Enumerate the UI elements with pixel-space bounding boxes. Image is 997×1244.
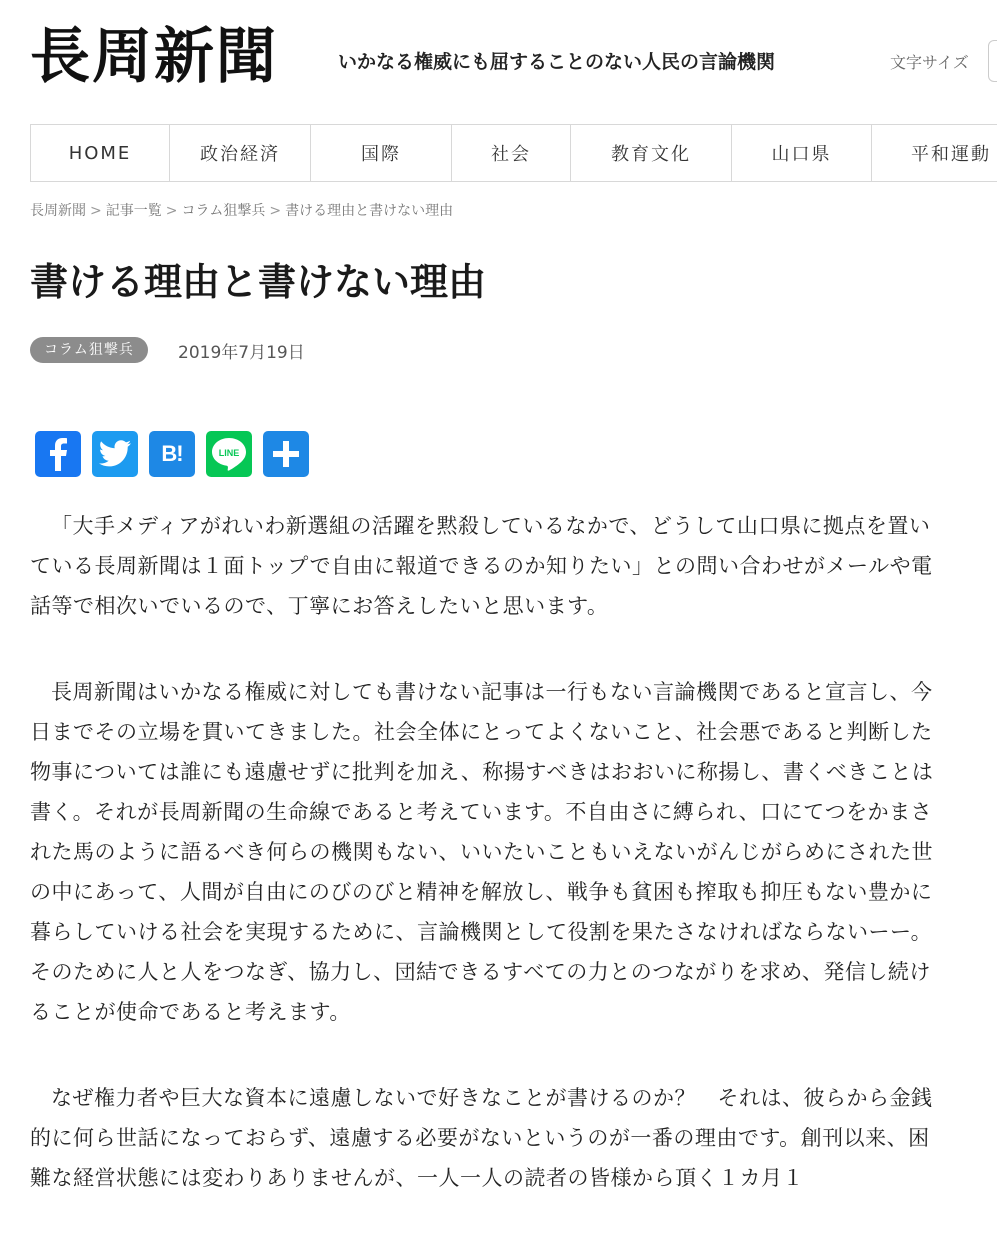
breadcrumb-separator: >: [269, 203, 282, 219]
article-paragraph: 「大手メディアがれいわ新選組の活躍を黙殺しているなかで、どうして山口県に拠点を置いている長周新聞は１面トップで自由に報道できるのか知りたい」との問い合わせがメールや電話等で相次いでいるので、丁寧にお答えしたいと思います。: [30, 514, 933, 618]
site-tagline: いかなる権威にも屈することのない人民の言論機関: [338, 51, 776, 73]
breadcrumb-separator: >: [90, 203, 102, 219]
plus-icon: [272, 440, 300, 468]
article-paragraph: 長周新聞はいかなる権威に対しても書けない記事は一行もない言論機関であると宣言し、今日までその立場を貫いてきました。社会全体にとってよくないこと、社会悪であると判断した物事については誰にも遠慮せずに批判を加え、称揚すべきはおおいに称揚し、書くべきことは書く。それが長周新聞の生命線であると考えています。不自由さに縛られ、口にてつをかまされた馬のように語るべき何らの機関もない、いいたいこともいえないがんじがらめにされた世の中にあって、人間が自由にのびのびと精神を解放し、戦争も貧困も搾取も抑圧もない豊かに暮らしていける社会を実現するために、言論機関として役割を果たさなければならないーー。そのために人と人をつなぎ、協力し、団結できるすべての力とのつながりを求め、発信し続けることが使命であると考えます。: [30, 680, 934, 1024]
nav-item-politics-economy[interactable]: 政治経済: [170, 125, 311, 181]
article-date: 2019年7月19日: [178, 343, 305, 363]
font-size-label: 文字サイズ: [890, 53, 969, 72]
nav-item-society[interactable]: 社会: [452, 125, 571, 181]
breadcrumb-article-list[interactable]: 記事一覧: [105, 203, 162, 219]
twitter-icon: [98, 440, 132, 468]
nav-item-education-culture[interactable]: 教育文化: [571, 125, 732, 181]
font-size-button[interactable]: [988, 40, 997, 82]
facebook-icon: [47, 437, 69, 471]
share-line-button[interactable]: [206, 431, 252, 477]
nav-item-yamaguchi[interactable]: 山口県: [732, 125, 872, 181]
share-bar: [35, 431, 309, 477]
line-icon-text: LINE: [218, 448, 240, 458]
nav-item-international[interactable]: 国際: [311, 125, 452, 181]
category-badge[interactable]: コラム狙撃兵: [30, 337, 148, 363]
breadcrumb-category[interactable]: コラム狙撃兵: [181, 203, 266, 219]
site-logo[interactable]: 長周新聞: [30, 22, 278, 92]
article-title: 書ける理由と書けない理由: [30, 260, 487, 304]
breadcrumb-home[interactable]: 長周新聞: [30, 203, 86, 219]
nav-item-home[interactable]: HOME: [31, 125, 170, 181]
share-more-button[interactable]: [263, 431, 309, 477]
article-paragraph: なぜ権力者や巨大な資本に遠慮しないで好きなことが書けるのか？ それは、彼らから金銭的に何ら世話になっておらず、遠慮する必要がないというのが一番の理由です。創刊以来、困難な経営状態には変わりありませんが、一人一人の読者の皆様から頂く１カ月１: [30, 1086, 933, 1190]
share-facebook-button[interactable]: [35, 431, 81, 477]
nav-item-peace-movement[interactable]: 平和運動: [872, 125, 997, 181]
article-body: [30, 506, 950, 1244]
breadcrumb-separator: >: [165, 203, 178, 219]
share-twitter-button[interactable]: [92, 431, 138, 477]
share-hatena-button[interactable]: [149, 431, 195, 477]
breadcrumb: [30, 200, 453, 220]
breadcrumb-current: 書ける理由と書けない理由: [285, 203, 454, 219]
global-nav: [30, 124, 997, 182]
hatena-bookmark-icon: B!: [161, 441, 183, 466]
site-header: [0, 0, 997, 110]
line-icon: [210, 436, 248, 472]
